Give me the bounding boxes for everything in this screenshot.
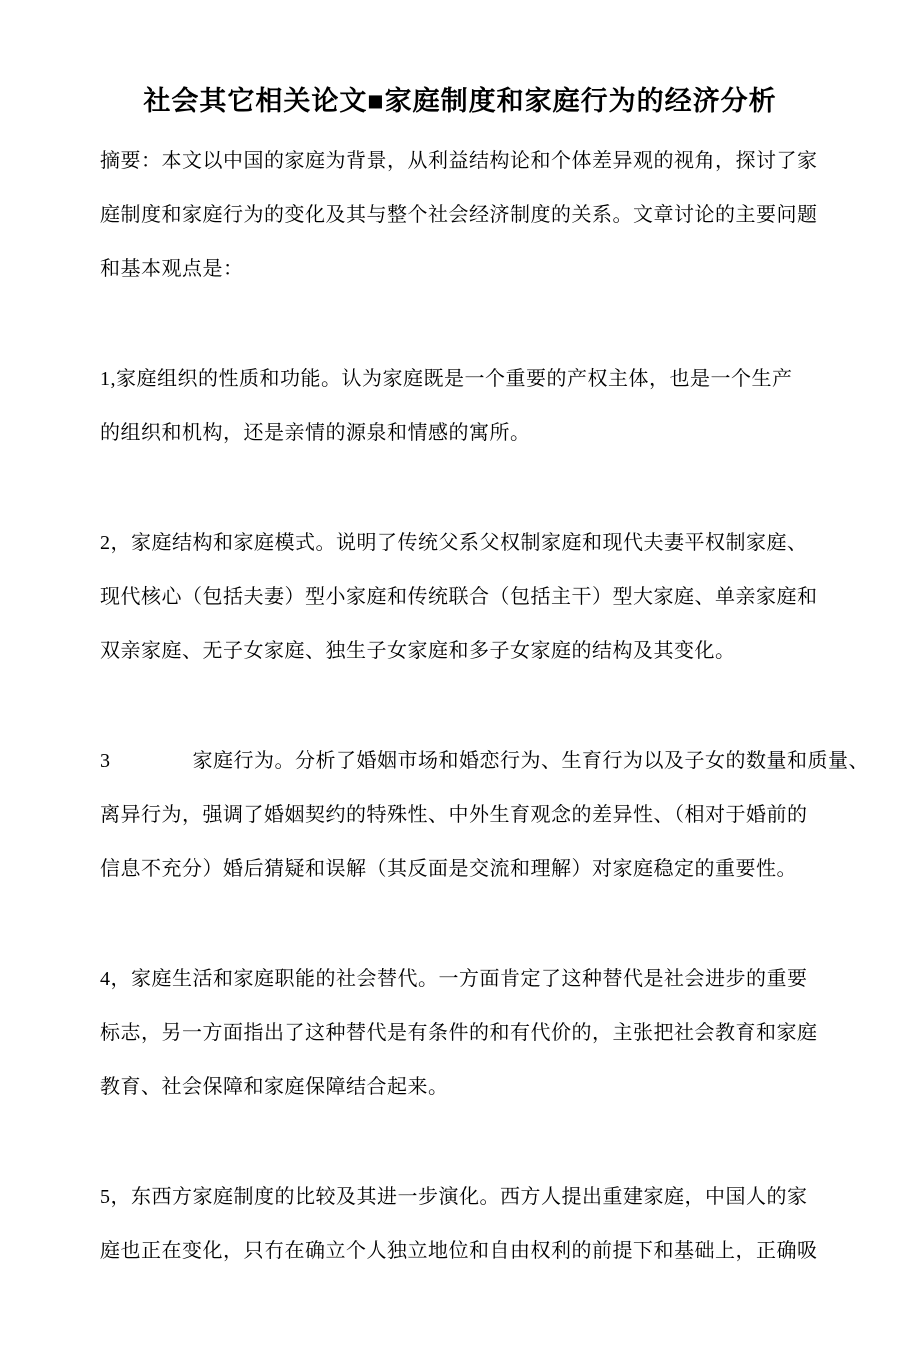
text-line: 3 家庭行为。分析了婚姻市场和婚恋行为、生育行为以及子女的数量和质量、 [100,750,869,772]
text-line: 离异行为，强调了婚姻契约的特殊性、中外生育观念的差异性、（相对于婚前的 [100,804,808,826]
text-line: 1,家庭组织的性质和功能。认为家庭既是一个重要的产权主体，也是一个生产 [100,368,793,390]
text-line: 双亲家庭、无子女家庭、独生子女家庭和多子女家庭的结构及其变化。 [100,640,736,662]
text-line: 教育、社会保障和家庭保障结合起来。 [100,1076,449,1098]
point-3-paragraph [100,734,869,896]
abstract-paragraph [100,134,822,296]
document-title: 社会其它相关论文■家庭制度和家庭行为的经济分析 [143,86,777,116]
document-body [0,134,920,1278]
text-line: 4，家庭生活和家庭职能的社会替代。一方面肯定了这种替代是社会进步的重要 [100,968,808,990]
text-line: 摘要：本文以中国的家庭为背景，从利益结构论和个体差异观的视角，探讨了家 [100,150,818,172]
text-line: 和基本观点是： [100,258,244,280]
text-line: 2，家庭结构和家庭模式。说明了传统父系父权制家庭和现代夫妻平权制家庭、 [100,532,808,554]
text-line: 标志，另一方面指出了这种替代是有条件的和有代价的，主张把社会教育和家庭 [100,1022,818,1044]
point-4-paragraph [100,952,822,1114]
point-2-paragraph [100,516,822,678]
text-line: 信息不充分）婚后猜疑和误解（其反面是交流和理解）对家庭稳定的重要性。 [100,858,797,880]
point-5-paragraph [100,1170,822,1278]
text-line: 的组织和机构，还是亲情的源泉和情感的寓所。 [100,422,531,444]
text-line: 5，东西方家庭制度的比较及其进一步演化。西方人提出重建家庭，中国人的家 [100,1186,808,1208]
text-line: 庭也正在变化，只冇在确立个人独立地位和自由权利的前提下和基础上，正确吸 [100,1240,818,1262]
text-line: 庭制度和家庭行为的变化及其与整个社会经济制度的关系。文章讨论的主要问题 [100,204,818,226]
text-line: 现代核心（包括夫妻）型小家庭和传统联合（包括主干）型大家庭、单亲家庭和 [100,586,818,608]
point-1-paragraph [100,352,822,460]
